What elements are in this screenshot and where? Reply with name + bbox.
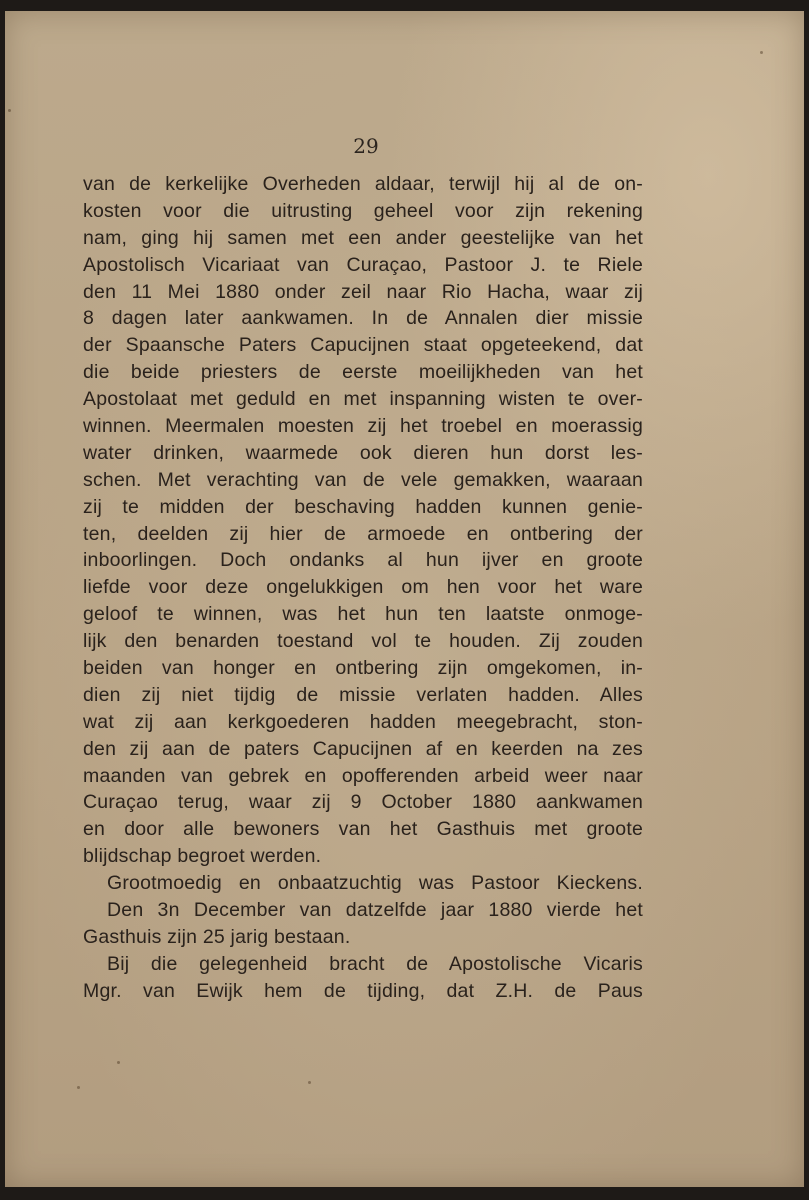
text-line: nam, ging hij samen met een ander geestelijke van het xyxy=(83,226,643,249)
page-number: 29 xyxy=(353,134,379,158)
paper-speck xyxy=(8,109,11,112)
text-line: Apostolaat met geduld en met inspanning wisten te over- xyxy=(83,388,643,411)
paper-speck xyxy=(308,1081,311,1084)
text-line: schen. Met verachting van de vele gemakken, waaraan xyxy=(83,468,643,491)
text-line: Den 3n December van datzelfde jaar 1880 vierde het xyxy=(107,899,643,922)
book-page xyxy=(5,11,804,1187)
text-line: Grootmoedig en onbaatzuchtig was Pastoor Kieckens. xyxy=(107,872,643,895)
text-line: liefde voor deze ongelukkigen om hen voor het ware xyxy=(83,576,643,599)
text-line: blijdschap begroet werden. xyxy=(83,845,322,868)
text-line: beiden van honger en ontbering zijn omgekomen, in- xyxy=(83,657,643,680)
text-line: 8 dagen later aankwamen. In de Annalen dier missie xyxy=(83,307,643,330)
paper-speck xyxy=(760,51,763,54)
text-line: geloof te winnen, was het hun ten laatste onmoge- xyxy=(83,603,643,626)
text-line: Bij die gelegenheid bracht de Apostolische Vicaris xyxy=(107,952,643,975)
text-line: Gasthuis zijn 25 jarig bestaan. xyxy=(83,925,351,948)
text-line: ten, deelden zij hier de armoede en ontbering der xyxy=(83,522,643,545)
text-line: den 11 Mei 1880 onder zeil naar Rio Hacha, waar zij xyxy=(83,280,643,303)
body-text xyxy=(83,171,643,1005)
paper-speck xyxy=(77,1086,80,1089)
text-line: inboorlingen. Doch ondanks al hun ijver en groote xyxy=(83,549,643,572)
text-line: winnen. Meermalen moesten zij het troebel en moerassig xyxy=(83,415,643,438)
text-line: kosten voor die uitrusting geheel voor zijn rekening xyxy=(83,199,643,222)
text-line: Mgr. van Ewijk hem de tijding, dat Z.H. de Paus xyxy=(83,979,643,1002)
text-line: dien zij niet tijdig de missie verlaten hadden. Alles xyxy=(83,683,643,706)
text-line: water drinken, waarmede ook dieren hun dorst les- xyxy=(83,441,643,464)
text-line: van de kerkelijke Overheden aldaar, terwijl hij al de on- xyxy=(83,173,643,195)
text-line: die beide priesters de eerste moeilijkheden van het xyxy=(83,361,643,384)
text-line: der Spaansche Paters Capucijnen staat opgeteekend, dat xyxy=(83,334,643,357)
text-line: lijk den benarden toestand vol te houden. Zij zouden xyxy=(83,630,643,653)
text-line: wat zij aan kerkgoederen hadden meegebracht, ston- xyxy=(83,710,643,733)
text-line: maanden van gebrek en opofferenden arbeid weer naar xyxy=(83,764,643,787)
text-line: zij te midden der beschaving hadden kunnen genie- xyxy=(83,495,643,518)
text-line: Apostolisch Vicariaat van Curaçao, Pastoor J. te Riele xyxy=(83,253,643,276)
text-line: den zij aan de paters Capucijnen af en keerden na zes xyxy=(83,737,643,760)
paper-speck xyxy=(117,1061,120,1064)
text-line: en door alle bewoners van het Gasthuis met groote xyxy=(83,818,643,841)
text-line: Curaçao terug, waar zij 9 October 1880 aankwamen xyxy=(83,791,643,814)
